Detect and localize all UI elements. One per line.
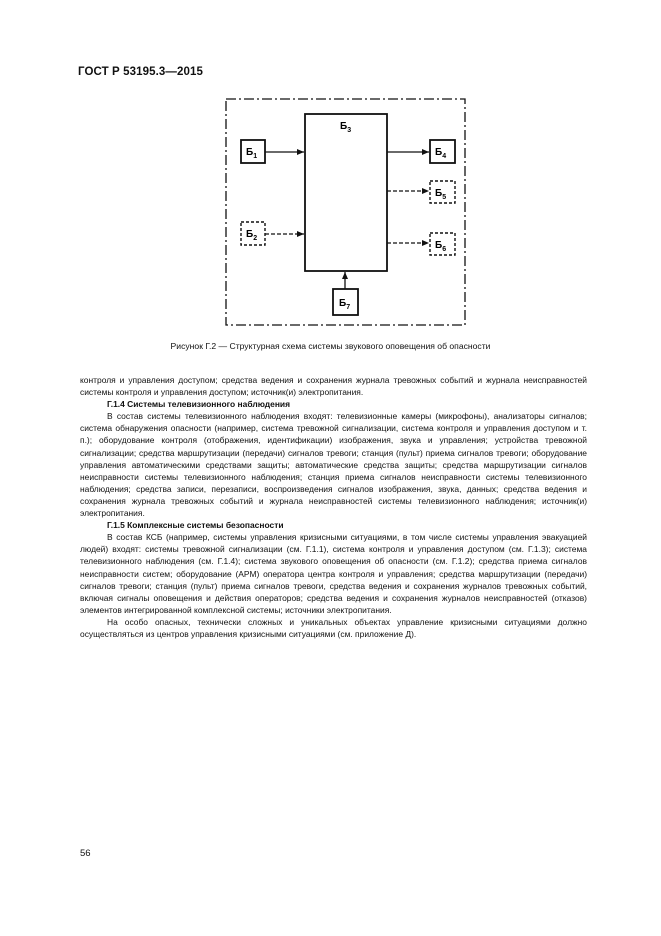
svg-text:Б4: $Б_4$ (435, 147, 447, 160)
svg-text:Б3: $Б_3$ (340, 121, 352, 134)
svg-text:Б5: $Б_5$ (435, 188, 447, 201)
paragraph-g15: В состав КСБ (например, системы управления кризисными ситуациями, в том числе системы управления эвакуацией людей) входят: системы тревожной сигнализации (см. Г.1.1), система контроля и управления доступом (см. Г.1.3); система телевизионного наблюдения (см. Г.1.4); система звукового оповещения об опасности (см. Г.1.2); средства приема сигналов неисправности систем; оборудование (АРМ) оператора центра контроля и управления; средства маршрутизации (передачи) сигналов тревоги; станция (пульт) приема сигналов тревоги, средства ведения и сохранения журналов тревожных событий, включая сигналы оповещения и действия операторов; средства ведения и сохранения журналов неисправностей (отказов) элементов интегрированной комплексной системы; источники электропитания. (80, 532, 587, 615)
standard-title: ГОСТ Р 53195.3—2015 (78, 66, 203, 78)
paragraph-final: На особо опасных, технически сложных и уникальных объектах управление кризисными ситуациями должно осуществляться из центров управления кризисными ситуациями (см. приложение Д). (80, 616, 587, 639)
svg-text:Б6: $Б_6$ (435, 240, 447, 253)
body-text (80, 374, 587, 640)
structural-diagram (0, 0, 661, 340)
block-b3 (305, 114, 387, 271)
page-number: 56 (80, 848, 91, 859)
section-heading-g15: Г.1.5 Комплексные системы безопасности (107, 520, 284, 531)
paragraph-continuation: контроля и управления доступом; средства ведения и сохранения журнала тревожных событий и журнала неисправностей системы контроля и управления доступом; источник(и) электропитания. (80, 375, 587, 398)
paragraph-g14: В состав системы телевизионного наблюдения входят: телевизионные камеры (микрофоны), анализаторы сигналов; система обнаружения опасности (например, система тревожной сигнализации, система контроля и управления доступом и т. п.); оборудование контроля (отображения, идентификации) изображения, звука и управления; устройства тревожной сигнализации; средства маршрутизации (передачи) сигналов тревоги; станция (пульт) приема сигналов тревоги; оборудование управления автоматическими средствами защиты; автоматические средства защиты; средства маршрутизации сигналов неисправности системы телевизионного наблюдения; станция приема сигналов неисправности системы телевизионного наблюдения; средства записи, перезаписи, воспроизведения сигналов изображения, звука, данных; средства ведения и сохранения журнала тревожных событий и журнала неисправностей системы телевизионного наблюдения; источник(и) электропитания. (80, 411, 587, 519)
svg-text:Б1: $Б_1$ (246, 147, 258, 160)
section-heading-g14: Г.1.4 Системы телевизионного наблюдения (107, 399, 291, 410)
figure-caption: Рисунок Г.2 — Структурная схема системы звукового оповещения об опасности (170, 341, 491, 351)
svg-text:Б7: $Б_7$ (339, 298, 351, 311)
svg-text:Б2: $Б_2$ (246, 229, 258, 242)
